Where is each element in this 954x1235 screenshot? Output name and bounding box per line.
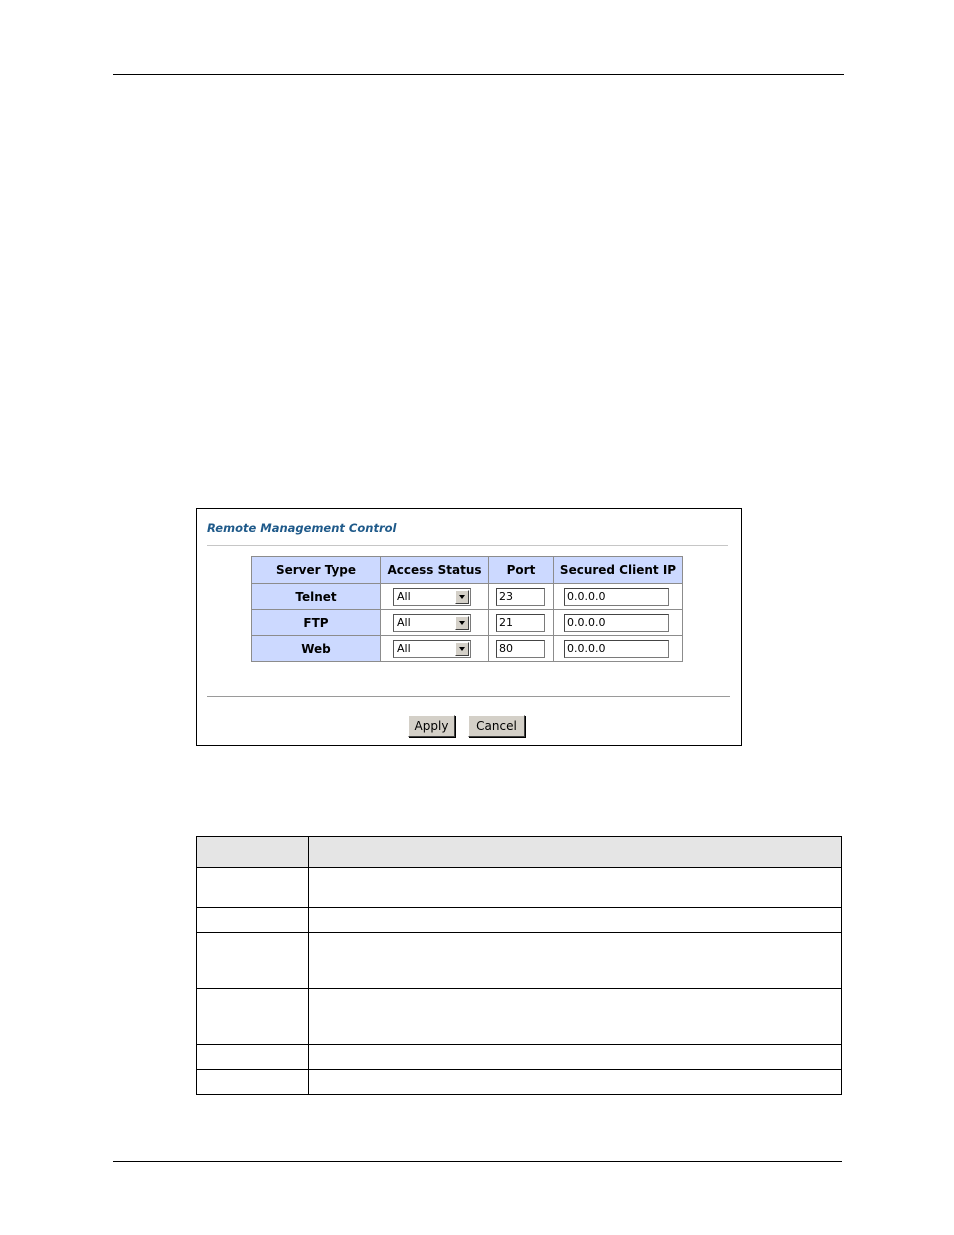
access-status-cell — [381, 610, 489, 636]
row-description — [309, 1070, 842, 1095]
column-header-secured-client-ip: Secured Client IP — [554, 557, 683, 584]
chevron-down-icon[interactable] — [455, 616, 469, 630]
access-status-value: All — [397, 641, 411, 655]
access-status-value: All — [397, 589, 411, 603]
table-row — [197, 868, 842, 908]
table-row — [197, 989, 842, 1045]
row-description — [309, 1045, 842, 1070]
header-rule — [113, 74, 844, 75]
access-status-cell — [381, 636, 489, 662]
row-description — [309, 868, 842, 908]
field-description-table — [196, 836, 842, 1095]
port-input-telnet[interactable] — [496, 588, 545, 606]
table-row — [197, 1045, 842, 1070]
panel-title: Remote Management Control — [207, 521, 397, 535]
label-column-header — [197, 837, 309, 868]
port-input-web[interactable] — [496, 640, 545, 658]
port-cell — [489, 610, 554, 636]
row-label — [197, 1070, 309, 1095]
row-label — [197, 868, 309, 908]
secured-client-ip-input-telnet[interactable] — [564, 588, 669, 606]
row-label — [197, 933, 309, 989]
table-header-row — [252, 557, 683, 584]
port-input-ftp[interactable] — [496, 614, 545, 632]
row-description — [309, 933, 842, 989]
server-type-label: Web — [252, 636, 381, 662]
secured-client-ip-cell — [554, 610, 683, 636]
title-divider — [207, 545, 728, 546]
cancel-button[interactable]: Cancel — [468, 715, 525, 737]
chevron-down-icon[interactable] — [455, 590, 469, 604]
table-row — [197, 933, 842, 989]
footer-divider — [207, 696, 730, 697]
description-header-row — [197, 837, 842, 868]
column-header-port: Port — [489, 557, 554, 584]
port-cell — [489, 636, 554, 662]
access-status-value: All — [397, 615, 411, 629]
server-type-label: Telnet — [252, 584, 381, 610]
secured-client-ip-cell — [554, 636, 683, 662]
secured-client-ip-input-ftp[interactable] — [564, 614, 669, 632]
secured-client-ip-input-web[interactable] — [564, 640, 669, 658]
column-header-server-type: Server Type — [252, 557, 381, 584]
row-label — [197, 1045, 309, 1070]
row-description — [309, 989, 842, 1045]
table-row-ftp — [252, 610, 683, 636]
row-label — [197, 908, 309, 933]
table-row — [197, 1070, 842, 1095]
access-status-select-web[interactable] — [393, 640, 471, 658]
column-header-access-status: Access Status — [381, 557, 489, 584]
table-row-telnet — [252, 584, 683, 610]
port-cell — [489, 584, 554, 610]
chevron-down-icon[interactable] — [455, 642, 469, 656]
row-description — [309, 908, 842, 933]
secured-client-ip-cell — [554, 584, 683, 610]
access-status-select-telnet[interactable] — [393, 588, 471, 606]
table-row — [197, 908, 842, 933]
table-row-web — [252, 636, 683, 662]
access-status-select-ftp[interactable] — [393, 614, 471, 632]
remote-management-panel — [196, 508, 742, 746]
server-type-label: FTP — [252, 610, 381, 636]
footer-rule — [113, 1161, 842, 1162]
access-status-cell — [381, 584, 489, 610]
apply-button[interactable]: Apply — [408, 715, 455, 737]
remote-management-table — [251, 556, 683, 662]
row-label — [197, 989, 309, 1045]
description-column-header — [309, 837, 842, 868]
